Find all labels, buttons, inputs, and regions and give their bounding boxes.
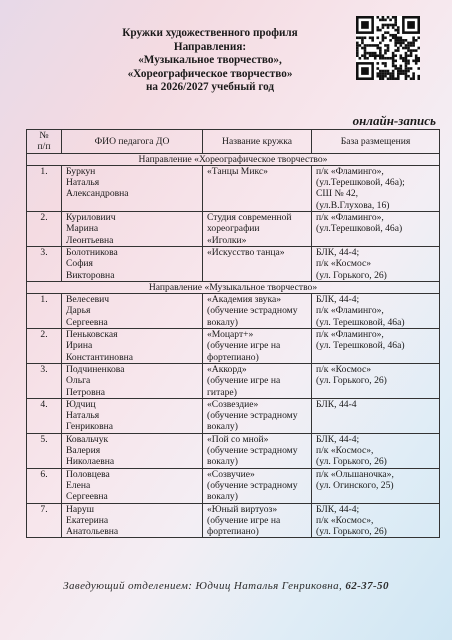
- base-location: [312, 468, 440, 503]
- cell-line: вокалу): [207, 316, 238, 328]
- table-row: [27, 363, 440, 398]
- row-number: 2.: [27, 329, 62, 364]
- cell-line: БЛК, 44-4;: [316, 503, 360, 515]
- cell-line: (ул. Огинского, 25): [316, 479, 394, 491]
- online-registration-label: онлайн-запись: [352, 113, 436, 128]
- cell-line: Дарья: [66, 305, 91, 317]
- teacher-name: [62, 329, 203, 364]
- cell-line: БЛК, 44-4: [316, 398, 357, 410]
- row-number: 4.: [27, 398, 62, 433]
- cell-line: Екатерина: [66, 514, 109, 526]
- cell-line: (ул.В.Глухова, 16): [316, 199, 390, 211]
- club-name: [203, 433, 312, 468]
- footer-phone: 62-37-50: [345, 580, 389, 592]
- row-number: 3.: [27, 363, 62, 398]
- cell-line: Петровна: [66, 386, 106, 398]
- base-location: [312, 294, 440, 329]
- cell-line: гитаре): [207, 386, 237, 398]
- footer: [0, 580, 452, 592]
- cell-line: п/к «Ольшаночка»,: [316, 468, 394, 480]
- cell-line: «Академия звука»: [207, 294, 282, 306]
- club-name: [203, 294, 312, 329]
- cell-line: БЛК, 44-4;: [316, 294, 360, 306]
- teacher-name: [62, 503, 203, 538]
- qr-code-icon[interactable]: [356, 16, 420, 80]
- cell-line: (обучение эстрадному: [207, 445, 298, 457]
- cell-line: п/к «Космос»,: [316, 445, 374, 457]
- header-year: на 2026/2027 учебный год: [145, 81, 275, 94]
- base-location: [312, 329, 440, 364]
- header-club: Название кружка: [203, 130, 312, 154]
- teacher-name: [62, 433, 203, 468]
- cell-line: фортепиано): [207, 526, 259, 538]
- cell-line: Студия современной: [207, 212, 292, 224]
- cell-line: София: [66, 258, 93, 270]
- cell-line: Сергеевна: [66, 316, 108, 328]
- row-number: 1.: [27, 294, 62, 329]
- table-row: [27, 329, 440, 364]
- teacher-name: [62, 294, 203, 329]
- cell-line: (ул. Горького, 26): [316, 269, 387, 281]
- cell-line: фортепиано): [207, 351, 259, 363]
- cell-line: «Моцарт+»: [207, 329, 254, 341]
- cell-line: Валерия: [66, 445, 101, 457]
- cell-line: Подчиненкова: [66, 363, 125, 375]
- cell-line: вокалу): [207, 421, 238, 433]
- table-header-row: [27, 130, 440, 154]
- header-title: Кружки художественного профиля: [122, 27, 298, 39]
- clubs-table: [26, 129, 440, 538]
- cell-line: «Юный виртуоз»: [207, 503, 278, 515]
- cell-line: (ул. Терешковой, 46а): [316, 340, 405, 352]
- cell-line: (обучение игре на: [207, 514, 281, 526]
- cell-line: Буркун: [66, 165, 96, 177]
- table-row: [27, 468, 440, 503]
- section-row: [27, 281, 440, 293]
- cell-line: (ул.Терешковой, 46а): [316, 223, 403, 235]
- row-number: 1.: [27, 165, 62, 211]
- cell-line: (обучение игре на: [207, 340, 281, 352]
- header-base: База размещения: [312, 130, 440, 154]
- cell-line: Марина: [66, 223, 99, 235]
- cell-line: п/к «Фламинго»,: [316, 329, 384, 341]
- row-number: 3.: [27, 246, 62, 281]
- cell-line: (обучение эстрадному: [207, 479, 298, 491]
- cell-line: п/к «Фламинго»,: [316, 305, 384, 317]
- teacher-name: [62, 363, 203, 398]
- cell-line: Константиновна: [66, 351, 133, 363]
- table-row: [27, 294, 440, 329]
- cell-line: «Созвездие»: [207, 398, 259, 410]
- cell-line: (обучение игре на: [207, 375, 281, 387]
- club-name: [203, 165, 312, 211]
- cell-line: (обучение эстрадному: [207, 305, 298, 317]
- cell-line: п/к «Космос»,: [316, 514, 374, 526]
- base-location: [312, 165, 440, 211]
- cell-line: СШ № 42,: [316, 188, 359, 200]
- cell-line: Сергеевна: [66, 491, 108, 503]
- table-body: [27, 153, 440, 538]
- cell-line: «Искусство танца»: [207, 246, 285, 258]
- cell-line: (обучение эстрадному: [207, 410, 298, 422]
- section-title: Направление «Музыкальное творчество»: [27, 281, 440, 293]
- cell-line: Викторовна: [66, 269, 115, 281]
- row-number: 5.: [27, 433, 62, 468]
- cell-line: Ковальчук: [66, 433, 109, 445]
- cell-line: БЛК, 44-4;: [316, 246, 360, 258]
- cell-line: (ул. Горького, 26): [316, 526, 387, 538]
- cell-line: Наталья: [66, 410, 100, 422]
- table-row: [27, 212, 440, 247]
- teacher-name: [62, 246, 203, 281]
- cell-line: «Пой со мной»: [207, 433, 269, 445]
- base-location: [312, 246, 440, 281]
- base-location: [312, 212, 440, 247]
- cell-line: Юдчиц: [66, 398, 96, 410]
- cell-line: «Созвучие»: [207, 468, 255, 480]
- cell-line: вокалу): [207, 456, 238, 468]
- cell-line: Наруш: [66, 503, 95, 515]
- cell-line: п/к «Фламинго»,: [316, 212, 384, 224]
- cell-line: Генриковна: [66, 421, 114, 433]
- cell-line: (ул. Горького, 26): [316, 375, 387, 387]
- cell-line: Ирина: [66, 340, 93, 352]
- cell-line: «Иголки»: [207, 234, 247, 246]
- section-row: [27, 153, 440, 165]
- cell-line: п/к «Космос»: [316, 258, 372, 270]
- cell-line: (ул. Терешковой, 46а): [316, 316, 405, 328]
- cell-line: Ольга: [66, 375, 91, 387]
- cell-line: хореографии: [207, 223, 260, 235]
- cell-line: п/к «Космос»: [316, 363, 372, 375]
- cell-line: Елена: [66, 479, 91, 491]
- table-row: [27, 398, 440, 433]
- cell-line: Велесевич: [66, 294, 110, 306]
- club-name: [203, 212, 312, 247]
- table-row: [27, 503, 440, 538]
- header-direction-music: «Музыкальное творчество»,: [138, 54, 282, 67]
- cell-line: Александровна: [66, 188, 129, 200]
- teacher-name: [62, 212, 203, 247]
- section-title: Направление «Хореографическое творчество»: [27, 153, 440, 165]
- cell-line: «Аккорд»: [207, 363, 247, 375]
- base-location: [312, 398, 440, 433]
- cell-line: Половцева: [66, 468, 110, 480]
- club-name: [203, 398, 312, 433]
- table-row: [27, 246, 440, 281]
- cell-line: Куриловиич: [66, 212, 116, 224]
- cell-line: БЛК, 44-4;: [316, 433, 360, 445]
- base-location: [312, 433, 440, 468]
- row-number: 6.: [27, 468, 62, 503]
- cell-line: Леонтьевна: [66, 234, 114, 246]
- club-name: [203, 503, 312, 538]
- cell-line: Пеньковская: [66, 329, 118, 341]
- base-location: [312, 363, 440, 398]
- cell-line: Наталья: [66, 177, 100, 189]
- footer-head-of-department: Заведующий отделением: Юдчиц Наталья Генриковна,: [63, 580, 343, 592]
- club-name: [203, 363, 312, 398]
- document-header: [70, 27, 350, 95]
- cell-line: Николаевна: [66, 456, 115, 468]
- table-row: [27, 433, 440, 468]
- header-direction-choreo: «Хореографическое творчество»: [127, 67, 293, 80]
- teacher-name: [62, 398, 203, 433]
- cell-line: Болотникова: [66, 246, 118, 258]
- header-teacher: ФИО педагога ДО: [62, 130, 203, 154]
- cell-line: «Танцы Микс»: [207, 165, 268, 177]
- teacher-name: [62, 165, 203, 211]
- row-number: 2.: [27, 212, 62, 247]
- club-name: [203, 329, 312, 364]
- base-location: [312, 503, 440, 538]
- table-row: [27, 165, 440, 211]
- header-num: № п/п: [27, 130, 62, 154]
- cell-line: (ул. Горького, 26): [316, 456, 387, 468]
- teacher-name: [62, 468, 203, 503]
- cell-line: вокалу): [207, 491, 238, 503]
- cell-line: п/к «Фламинго»,: [316, 165, 384, 177]
- row-number: 7.: [27, 503, 62, 538]
- header-directions-label: Направления:: [173, 40, 247, 53]
- cell-line: Анатольевна: [66, 526, 119, 538]
- club-name: [203, 246, 312, 281]
- club-name: [203, 468, 312, 503]
- cell-line: (ул.Терешковой, 46а);: [316, 177, 405, 189]
